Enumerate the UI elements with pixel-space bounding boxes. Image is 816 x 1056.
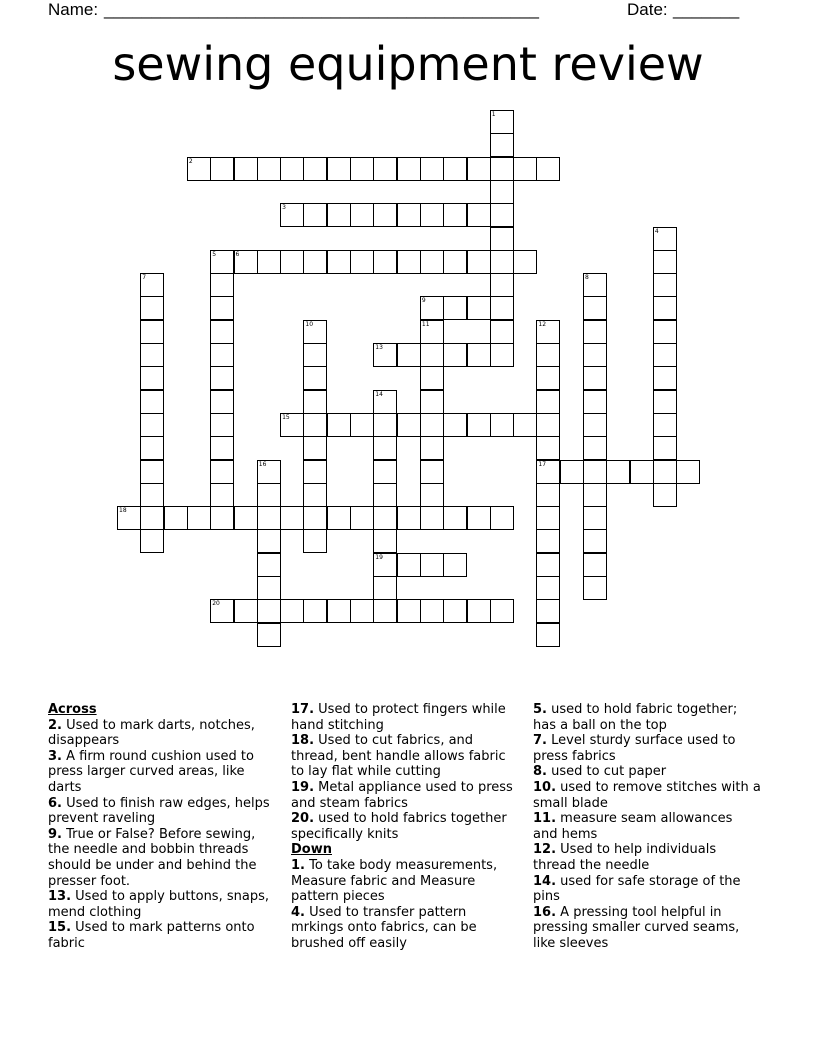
grid-cell[interactable] — [420, 203, 444, 227]
grid-cell[interactable] — [420, 436, 444, 460]
grid-cell[interactable] — [583, 273, 607, 297]
clue-across-19: 19. Metal appliance used to press and steam fabrics — [291, 779, 513, 811]
grid-cell[interactable] — [420, 250, 444, 274]
grid-cell[interactable] — [653, 296, 677, 320]
grid-cell[interactable] — [303, 320, 327, 344]
grid-cell[interactable] — [536, 483, 560, 507]
clue-across-18: 18. Used to cut fabrics, and thread, bent handle allows fabric to lay flat while cutting — [291, 733, 506, 780]
clue-down-10: 10. used to remove stitches with a small blade — [533, 779, 761, 811]
grid-cell[interactable] — [373, 390, 397, 414]
grid-cell[interactable] — [210, 157, 234, 181]
grid-cell[interactable] — [257, 623, 281, 647]
grid-cell[interactable] — [210, 250, 234, 274]
grid-cell[interactable] — [443, 599, 467, 623]
grid-cell[interactable] — [210, 320, 234, 344]
grid-cell[interactable] — [350, 506, 374, 530]
grid-cell[interactable] — [140, 343, 164, 367]
grid-cell[interactable] — [536, 157, 560, 181]
clue-down-8: 8. used to cut paper — [533, 764, 667, 780]
grid-cell[interactable] — [536, 599, 560, 623]
grid-cell[interactable] — [257, 157, 281, 181]
grid-cell[interactable] — [327, 413, 351, 437]
grid-cell[interactable] — [467, 413, 491, 437]
clue-column-1 — [48, 702, 276, 952]
grid-cell[interactable] — [303, 203, 327, 227]
cell-number: 19 — [375, 553, 383, 561]
cell-number: 7 — [142, 274, 147, 282]
grid-cell[interactable] — [373, 250, 397, 274]
grid-cell[interactable] — [117, 506, 141, 530]
clue-down-5: 5. used to hold fabric together; has a ball on the top — [533, 702, 738, 733]
grid-cell[interactable] — [653, 390, 677, 414]
grid-cell[interactable] — [303, 157, 327, 181]
grid-cell[interactable] — [210, 483, 234, 507]
grid-cell[interactable] — [513, 250, 537, 274]
grid-cell[interactable] — [653, 273, 677, 297]
clue-across-20: 20. used to hold fabrics together specifically knits — [291, 811, 507, 842]
grid-cell[interactable] — [653, 483, 677, 507]
clue-across-3: 3. A firm round cushion used to press larger curved areas, like darts — [48, 748, 254, 795]
grid-cell[interactable] — [210, 460, 234, 484]
grid-cell[interactable] — [583, 553, 607, 577]
grid-cell[interactable] — [443, 157, 467, 181]
grid-cell[interactable] — [140, 483, 164, 507]
grid-cell[interactable] — [490, 110, 514, 134]
grid-cell[interactable] — [536, 553, 560, 577]
grid-cell[interactable] — [373, 157, 397, 181]
grid-cell[interactable] — [140, 460, 164, 484]
grid-cell[interactable] — [420, 460, 444, 484]
grid-cell[interactable] — [373, 599, 397, 623]
grid-cell[interactable] — [583, 366, 607, 390]
grid-cell[interactable] — [234, 599, 258, 623]
clue-down-7: 7. Level sturdy surface used to press fabrics — [533, 733, 736, 764]
grid-cell[interactable] — [467, 343, 491, 367]
cell-number: 14 — [375, 390, 383, 398]
grid-cell[interactable] — [420, 157, 444, 181]
grid-cell[interactable] — [210, 366, 234, 390]
grid-cell[interactable] — [373, 436, 397, 460]
grid-cell[interactable] — [560, 460, 584, 484]
grid-cell[interactable] — [490, 250, 514, 274]
grid-cell[interactable] — [303, 413, 327, 437]
across-heading: Across — [48, 702, 97, 717]
grid-cell[interactable] — [490, 227, 514, 251]
grid-cell[interactable] — [140, 529, 164, 553]
grid-cell[interactable] — [327, 599, 351, 623]
grid-cell[interactable] — [653, 250, 677, 274]
grid-cell[interactable] — [234, 250, 258, 274]
grid-cell[interactable] — [140, 390, 164, 414]
grid-cell[interactable] — [513, 413, 537, 437]
grid-cell[interactable] — [583, 460, 607, 484]
grid-cell[interactable] — [653, 436, 677, 460]
grid-cell[interactable] — [397, 506, 421, 530]
grid-cell[interactable] — [350, 599, 374, 623]
clue-across-15: 15. Used to mark patterns onto fabric — [48, 920, 255, 951]
grid-cell[interactable] — [583, 390, 607, 414]
clue-down-11: 11. measure seam allowances and hems — [533, 811, 733, 842]
clue-across-6: 6. Used to finish raw edges, helps prevent raveling — [48, 795, 270, 827]
grid-cell[interactable] — [606, 460, 630, 484]
clue-across-2: 2. Used to mark darts, notches, disappears — [48, 717, 255, 749]
grid-cell[interactable] — [210, 436, 234, 460]
grid-cell[interactable] — [257, 250, 281, 274]
grid-cell[interactable] — [536, 366, 560, 390]
grid-cell[interactable] — [420, 413, 444, 437]
date-label: Date: — [627, 0, 668, 19]
grid-cell[interactable] — [397, 203, 421, 227]
grid-cell[interactable] — [536, 390, 560, 414]
grid-cell[interactable] — [443, 203, 467, 227]
grid-cell[interactable] — [373, 529, 397, 553]
grid-cell[interactable] — [187, 157, 211, 181]
grid-cell[interactable] — [536, 529, 560, 553]
grid-cell[interactable] — [373, 413, 397, 437]
grid-cell[interactable] — [373, 460, 397, 484]
grid-cell[interactable] — [303, 343, 327, 367]
grid-cell[interactable] — [490, 343, 514, 367]
grid-cell[interactable] — [210, 296, 234, 320]
grid-cell[interactable] — [653, 227, 677, 251]
cell-number: 15 — [282, 413, 290, 421]
grid-cell[interactable] — [280, 203, 304, 227]
grid-cell[interactable] — [397, 599, 421, 623]
grid-cell[interactable] — [490, 599, 514, 623]
grid-cell[interactable] — [467, 296, 491, 320]
grid-cell[interactable] — [234, 506, 258, 530]
grid-cell[interactable] — [303, 483, 327, 507]
grid-cell[interactable] — [210, 599, 234, 623]
name-line[interactable]: ______________________________________________ — [104, 0, 539, 19]
grid-cell[interactable] — [373, 576, 397, 600]
grid-cell[interactable] — [373, 203, 397, 227]
grid-cell[interactable] — [234, 157, 258, 181]
clue-across-13: 13. Used to apply buttons, snaps, mend clothing — [48, 889, 269, 920]
cell-number: 2 — [188, 157, 193, 165]
grid-cell[interactable] — [420, 599, 444, 623]
cell-number: 17 — [538, 460, 547, 468]
grid-cell[interactable] — [257, 576, 281, 600]
grid-cell[interactable] — [303, 250, 327, 274]
grid-cell[interactable] — [373, 553, 397, 577]
grid-cell[interactable] — [467, 599, 491, 623]
grid-cell[interactable] — [583, 576, 607, 600]
grid-cell[interactable] — [443, 296, 467, 320]
grid-cell[interactable] — [327, 157, 351, 181]
grid-cell[interactable] — [536, 320, 560, 344]
grid-cell[interactable] — [140, 320, 164, 344]
grid-cell[interactable] — [140, 366, 164, 390]
grid-cell[interactable] — [373, 483, 397, 507]
grid-cell[interactable] — [303, 460, 327, 484]
grid-cell[interactable] — [490, 506, 514, 530]
grid-cell[interactable] — [583, 343, 607, 367]
grid-cell[interactable] — [373, 506, 397, 530]
grid-cell[interactable] — [420, 366, 444, 390]
grid-cell[interactable] — [490, 133, 514, 157]
grid-cell[interactable] — [443, 250, 467, 274]
grid-cell[interactable] — [140, 296, 164, 320]
cell-number: 1 — [491, 111, 496, 118]
grid-cell[interactable] — [303, 599, 327, 623]
grid-cell[interactable] — [536, 576, 560, 600]
grid-cell[interactable] — [490, 296, 514, 320]
grid-cell[interactable] — [653, 413, 677, 437]
grid-cell[interactable] — [397, 553, 421, 577]
cell-number: 12 — [538, 320, 547, 328]
clue-across-9: 9. True or False? Before sewing, the needle and bobbin threads should be under and behind the presser foot. — [48, 826, 257, 889]
grid-cell[interactable] — [536, 506, 560, 530]
grid-cell[interactable] — [397, 250, 421, 274]
clue-across-17: 17. Used to protect fingers while hand stitching — [291, 702, 506, 733]
grid-cell[interactable] — [583, 483, 607, 507]
grid-cell[interactable] — [303, 366, 327, 390]
clue-column-3 — [533, 702, 761, 952]
grid-cell[interactable] — [467, 157, 491, 181]
grid-cell[interactable] — [443, 506, 467, 530]
grid-cell[interactable] — [303, 506, 327, 530]
grid-cell[interactable] — [536, 413, 560, 437]
grid-cell[interactable] — [257, 506, 281, 530]
grid-cell[interactable] — [583, 436, 607, 460]
grid-cell[interactable] — [583, 296, 607, 320]
grid-cell[interactable] — [536, 460, 560, 484]
grid-cell[interactable] — [210, 506, 234, 530]
cell-number: 5 — [212, 250, 217, 258]
grid-cell[interactable] — [467, 203, 491, 227]
grid-cell[interactable] — [140, 413, 164, 437]
grid-cell[interactable] — [443, 553, 467, 577]
grid-cell[interactable] — [327, 250, 351, 274]
clue-down-1: 1. To take body measurements, Measure fabric and Measure pattern pieces — [291, 857, 498, 905]
grid-cell[interactable] — [490, 157, 514, 181]
grid-cell[interactable] — [420, 506, 444, 530]
clue-column-2 — [291, 702, 519, 952]
clue-down-4: 4. Used to transfer pattern mrkings onto fabrics, can be brushed off easily — [291, 904, 477, 951]
grid-cell[interactable] — [257, 529, 281, 553]
grid-cell[interactable] — [653, 343, 677, 367]
grid-cell[interactable] — [536, 436, 560, 460]
clue-down-12: 12. Used to help individuals thread the needle — [533, 842, 717, 873]
cell-number: 13 — [375, 344, 383, 351]
grid-cell[interactable] — [420, 343, 444, 367]
grid-cell[interactable] — [257, 599, 281, 623]
grid-cell[interactable] — [280, 599, 304, 623]
grid-cell[interactable] — [303, 390, 327, 414]
name-label: Name: — [48, 0, 99, 19]
grid-cell[interactable] — [420, 320, 444, 344]
grid-cell[interactable] — [140, 273, 164, 297]
grid-cell[interactable] — [210, 390, 234, 414]
grid-cell[interactable] — [164, 506, 188, 530]
cell-number: 9 — [421, 297, 426, 305]
grid-cell[interactable] — [280, 413, 304, 437]
grid-cell[interactable] — [303, 529, 327, 553]
grid-cell[interactable] — [443, 343, 467, 367]
clue-down-16: 16. A pressing tool helpful in pressing smaller curved seams, like sleeves — [533, 904, 740, 951]
date-line[interactable]: _______ — [673, 0, 740, 19]
grid-cell[interactable] — [653, 460, 677, 484]
grid-cell[interactable] — [467, 250, 491, 274]
cell-number: 6 — [235, 250, 240, 258]
grid-cell[interactable] — [257, 483, 281, 507]
grid-cell[interactable] — [467, 506, 491, 530]
grid-cell[interactable] — [280, 250, 304, 274]
grid-cell[interactable] — [210, 273, 234, 297]
grid-cell[interactable] — [350, 203, 374, 227]
grid-cell[interactable] — [140, 436, 164, 460]
cell-number: 8 — [585, 274, 589, 282]
grid-cell[interactable] — [490, 320, 514, 344]
clue-down-14: 14. used for safe storage of the pins — [533, 873, 741, 905]
grid-cell[interactable] — [490, 273, 514, 297]
grid-cell[interactable] — [653, 320, 677, 344]
grid-cell[interactable] — [583, 529, 607, 553]
grid-cell[interactable] — [443, 413, 467, 437]
grid-cell[interactable] — [420, 483, 444, 507]
grid-cell[interactable] — [536, 623, 560, 647]
cell-number: 11 — [421, 320, 430, 328]
grid-cell[interactable] — [583, 506, 607, 530]
grid-cell[interactable] — [327, 506, 351, 530]
grid-cell[interactable] — [350, 250, 374, 274]
grid-cell[interactable] — [630, 460, 654, 484]
grid-cell[interactable] — [490, 203, 514, 227]
grid-cell[interactable] — [490, 180, 514, 204]
grid-cell[interactable] — [280, 506, 304, 530]
grid-cell[interactable] — [350, 157, 374, 181]
grid-cell[interactable] — [420, 553, 444, 577]
cell-number: 20 — [212, 600, 220, 608]
down-heading: Down — [291, 842, 332, 858]
grid-cell[interactable] — [420, 296, 444, 320]
grid-cell[interactable] — [210, 413, 234, 437]
grid-cell[interactable] — [397, 413, 421, 437]
grid-cell[interactable] — [513, 157, 537, 181]
grid-cell[interactable] — [257, 460, 281, 484]
page-title: sewing equipment review — [112, 37, 704, 91]
grid-cell[interactable] — [397, 157, 421, 181]
grid-cell[interactable] — [327, 203, 351, 227]
grid-cell[interactable] — [653, 366, 677, 390]
cell-number: 18 — [119, 507, 127, 515]
grid-cell[interactable] — [280, 157, 304, 181]
grid-cell[interactable] — [303, 436, 327, 460]
cell-number: 16 — [258, 460, 267, 468]
grid-cell[interactable] — [583, 413, 607, 437]
grid-cell[interactable] — [397, 343, 421, 367]
grid-cell[interactable] — [373, 343, 397, 367]
cell-number: 4 — [654, 227, 659, 235]
grid-cell[interactable] — [187, 506, 211, 530]
grid-cell[interactable] — [350, 413, 374, 437]
cell-number: 10 — [305, 320, 314, 328]
grid-cell[interactable] — [140, 506, 164, 530]
grid-cell[interactable] — [583, 320, 607, 344]
cell-number: 3 — [282, 204, 286, 212]
grid-cell[interactable] — [210, 343, 234, 367]
grid-cell[interactable] — [257, 553, 281, 577]
grid-cell[interactable] — [420, 390, 444, 414]
grid-cell[interactable] — [536, 343, 560, 367]
grid-cell[interactable] — [490, 413, 514, 437]
grid-cell[interactable] — [676, 460, 700, 484]
